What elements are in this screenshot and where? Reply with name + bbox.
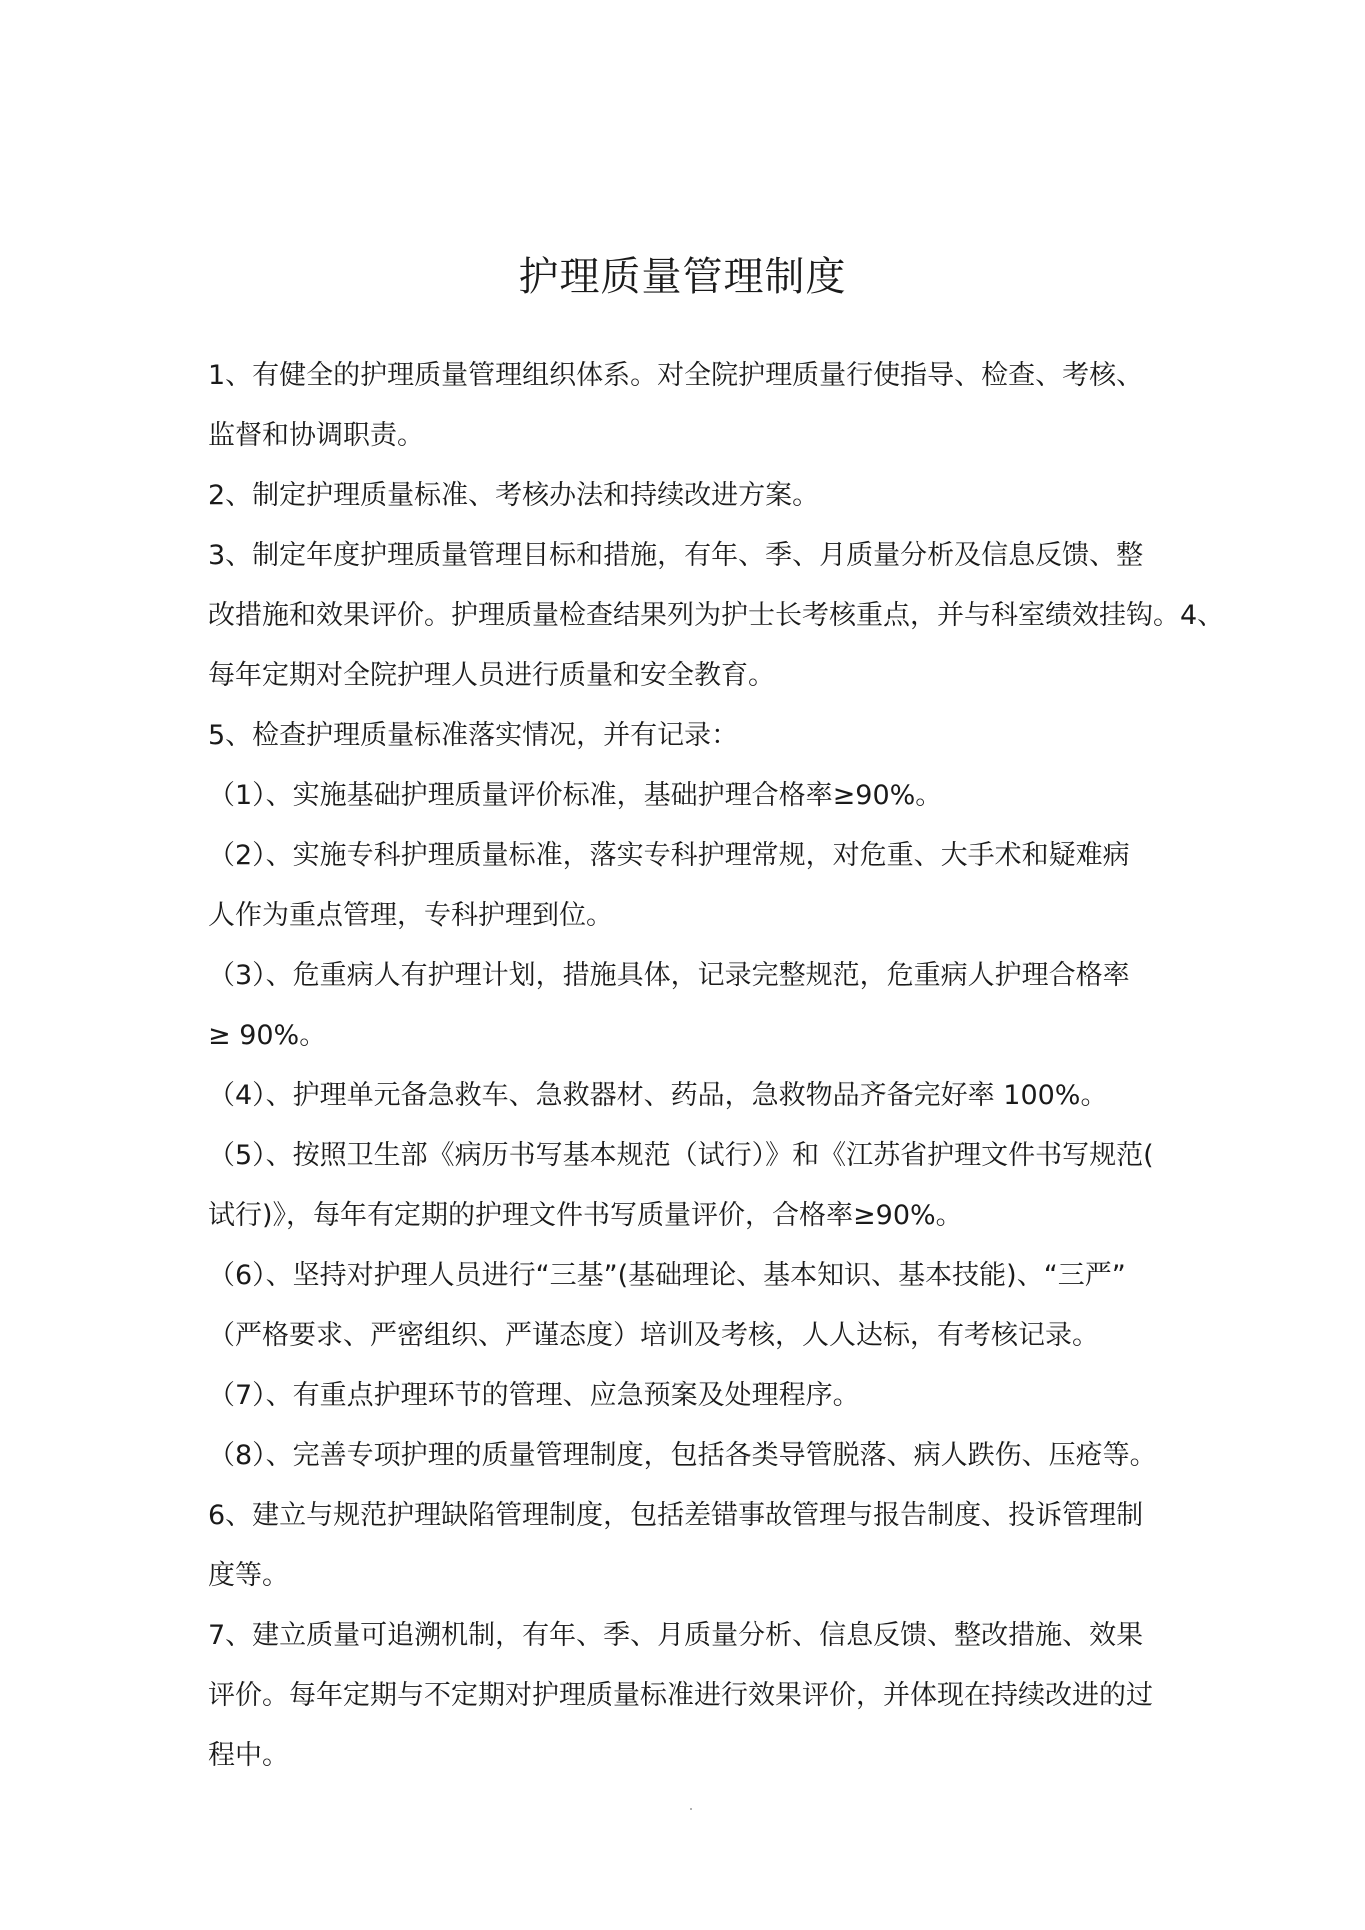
body-line: 6、建立与规范护理缺陷管理制度，包括差错事故管理与报告制度、投诉管理制 [208,1500,1144,1531]
document-title: 护理质量管理制度 [518,253,847,300]
body-line: （2）、实施专科护理质量标准，落实专科护理常规，对危重、大手术和疑难病 [208,840,1130,871]
body-line: 度等。 [208,1560,289,1591]
body-line: 试行)》，每年有定期的护理文件书写质量评价，合格率≥90%。 [208,1200,963,1231]
body-line: 5、检查护理质量标准落实情况，并有记录： [208,720,739,751]
body-line: 程中。 [208,1740,289,1771]
body-line: （8）、完善专项护理的质量管理制度，包括各类导管脱落、病人跌伤、压疮等。 [208,1440,1157,1471]
body-line: （4）、护理单元备急救车、急救器材、药品，急救物品齐备完好率 100%。 [208,1080,1108,1111]
body-line: （3）、危重病人有护理计划，措施具体，记录完整规范，危重病人护理合格率 [208,960,1130,991]
body-line: （6）、坚持对护理人员进行“三基”(基础理论、基本知识、基本技能)、“三严” [208,1260,1126,1291]
body-line: 人作为重点管理，专科护理到位。 [208,900,613,931]
body-line: 3、制定年度护理质量管理目标和措施，有年、季、月质量分析及信息反馈、整 [208,540,1144,571]
body-line: 评价。每年定期与不定期对护理质量标准进行效果评价，并体现在持续改进的过 [208,1680,1153,1711]
body-line: 7、建立质量可追溯机制，有年、季、月质量分析、信息反馈、整改措施、效果 [208,1620,1144,1651]
body-line: （7）、有重点护理环节的管理、应急预案及处理程序。 [208,1380,860,1411]
body-line: 改措施和效果评价。护理质量检查结果列为护士长考核重点，并与科室绩效挂钩。4、 [208,600,1225,631]
body-line: 1、有健全的护理质量管理组织体系。对全院护理质量行使指导、检查、考核、 [208,360,1144,391]
body-line: ≥ 90%。 [208,1020,327,1051]
page-mark [690,1808,692,1810]
body-line: 每年定期对全院护理人员进行质量和安全教育。 [208,660,775,691]
body-line: （严格要求、严密组织、严谨态度）培训及考核，人人达标，有考核记录。 [208,1320,1099,1351]
body-line: （5）、按照卫生部《病历书写基本规范（试行）》和《江苏省护理文件书写规范( [208,1140,1154,1171]
body-line: 2、制定护理质量标准、考核办法和持续改进方案。 [208,480,820,511]
body-line: （1）、实施基础护理质量评价标准，基础护理合格率≥90%。 [208,780,943,811]
body-line: 监督和协调职责。 [208,420,424,451]
document-body [208,346,1225,1786]
